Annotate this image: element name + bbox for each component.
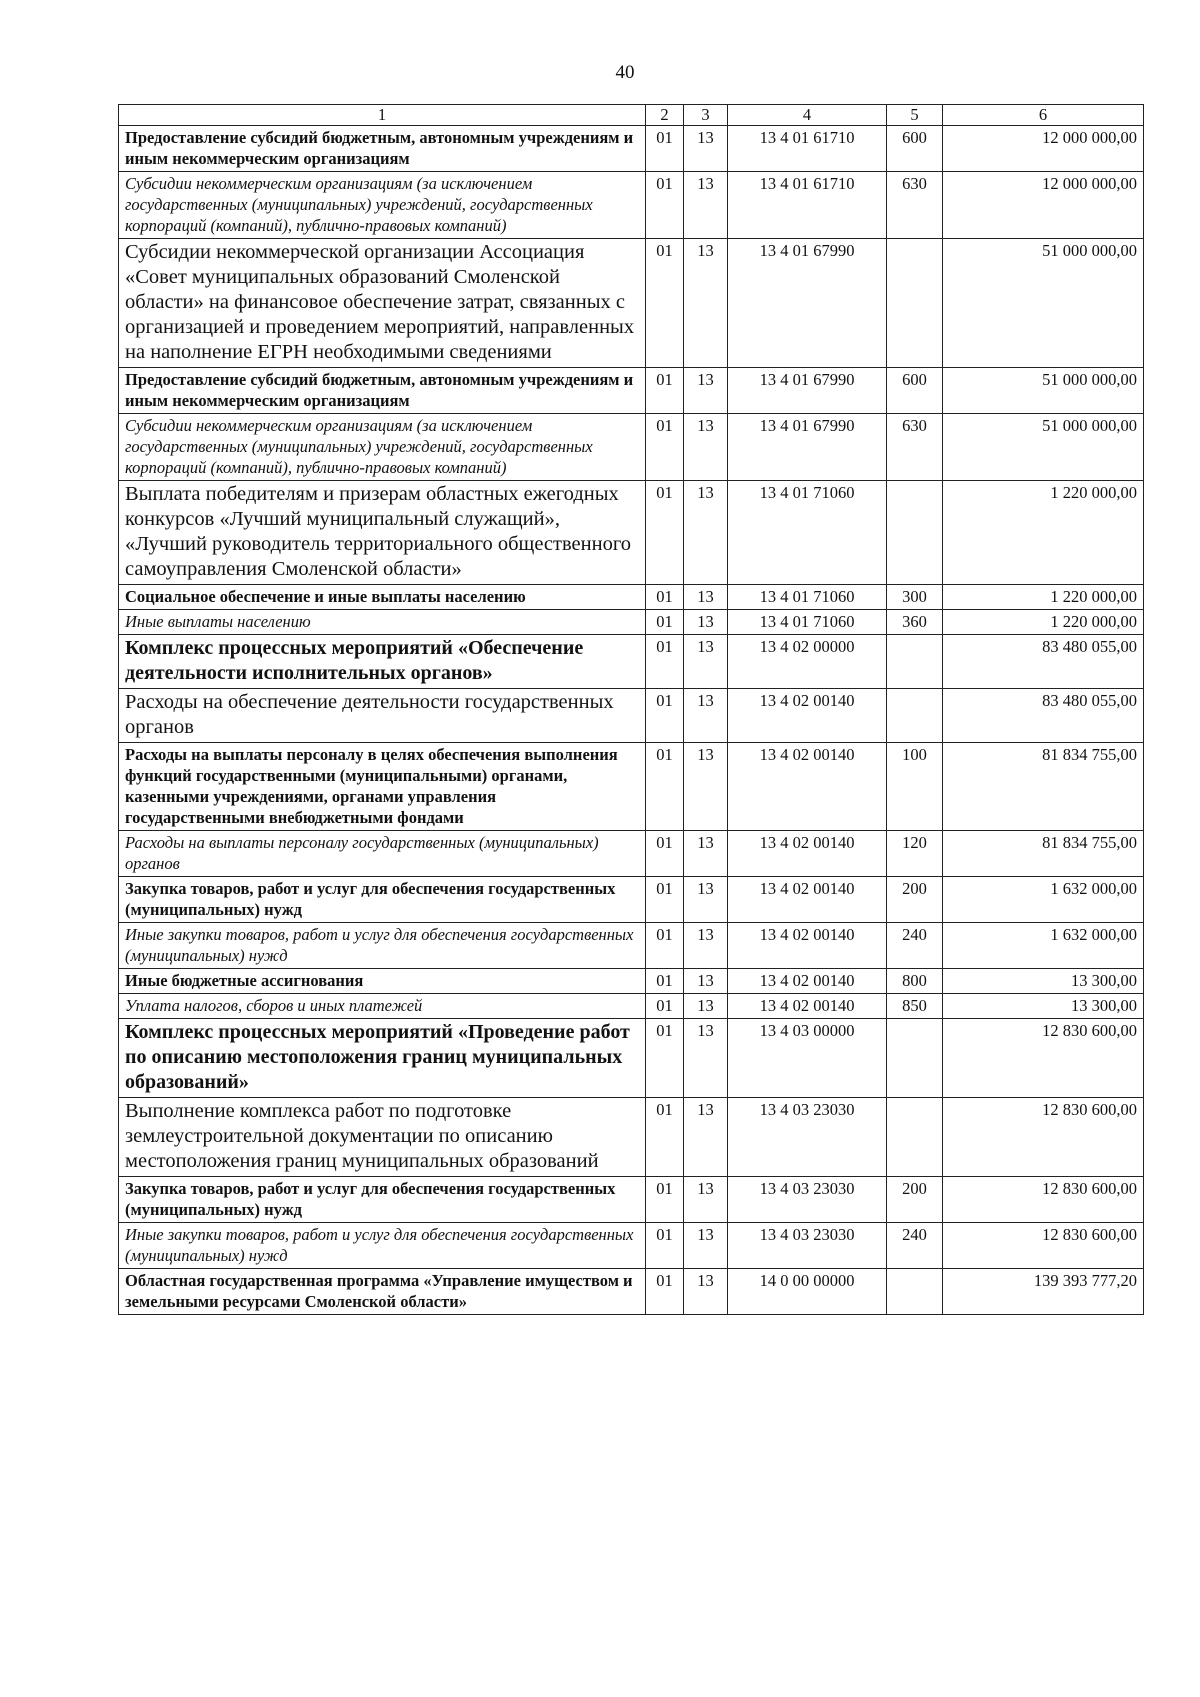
header-cell-4: 4 <box>728 105 887 126</box>
row-name-cell: Иные закупки товаров, работ и услуг для обеспечения государственных (муниципальных) нужд <box>119 1223 646 1269</box>
row-amount-cell: 51 000 000,00 <box>943 239 1144 368</box>
table-row <box>119 414 1144 481</box>
row-expense-type-cell: 120 <box>887 831 943 877</box>
row-expense-type-cell <box>887 1269 943 1315</box>
row-target-code-cell: 13 4 02 00140 <box>728 831 887 877</box>
row-expense-type-cell <box>887 1019 943 1098</box>
row-subsection-cell: 13 <box>684 172 728 239</box>
row-name-cell: Субсидии некоммерческим организациям (за исключением государственных (муниципальных) учреждений, государственных корпораций (компаний), публично-правовых компаний) <box>119 172 646 239</box>
row-name-cell: Комплекс процессных мероприятий «Обеспечение деятельности исполнительных органов» <box>119 635 646 689</box>
table-body <box>119 126 1144 1315</box>
row-name-cell: Комплекс процессных мероприятий «Проведение работ по описанию местоположения границ муниципальных образований» <box>119 1019 646 1098</box>
table-row <box>119 1098 1144 1177</box>
row-target-code-cell: 13 4 02 00140 <box>728 969 887 994</box>
row-expense-type-cell: 800 <box>887 969 943 994</box>
row-amount-cell: 83 480 055,00 <box>943 635 1144 689</box>
table-row <box>119 635 1144 689</box>
table-row <box>119 610 1144 635</box>
row-subsection-cell: 13 <box>684 1098 728 1177</box>
header-cell-5: 5 <box>887 105 943 126</box>
row-name-cell: Выплата победителям и призерам областных ежегодных конкурсов «Лучший муниципальный служащий», «Лучший руководитель территориального общественного самоуправления Смоленской области» <box>119 481 646 585</box>
row-expense-type-cell: 100 <box>887 743 943 831</box>
row-amount-cell: 83 480 055,00 <box>943 689 1144 743</box>
row-name-cell: Расходы на выплаты персоналу государственных (муниципальных) органов <box>119 831 646 877</box>
table-row <box>119 1223 1144 1269</box>
row-name-cell: Иные бюджетные ассигнования <box>119 969 646 994</box>
row-expense-type-cell: 360 <box>887 610 943 635</box>
budget-table <box>118 104 1144 1315</box>
row-target-code-cell: 13 4 01 67990 <box>728 368 887 414</box>
table-row <box>119 689 1144 743</box>
row-subsection-cell: 13 <box>684 1177 728 1223</box>
row-amount-cell: 1 632 000,00 <box>943 923 1144 969</box>
table-row <box>119 585 1144 610</box>
row-subsection-cell: 13 <box>684 1019 728 1098</box>
row-name-cell: Предоставление субсидий бюджетным, автономным учреждениям и иным некоммерческим организациям <box>119 126 646 172</box>
row-target-code-cell: 13 4 01 71060 <box>728 585 887 610</box>
row-subsection-cell: 13 <box>684 1223 728 1269</box>
row-target-code-cell: 13 4 02 00140 <box>728 689 887 743</box>
table-row <box>119 126 1144 172</box>
row-expense-type-cell: 300 <box>887 585 943 610</box>
row-amount-cell: 12 830 600,00 <box>943 1019 1144 1098</box>
row-name-cell: Субсидии некоммерческой организации Ассоциация «Совет муниципальных образований Смоленской области» на финансовое обеспечение затрат, связанных с организацией и проведением мероприятий, направленных на наполнение ЕГРН необходимыми сведениями <box>119 239 646 368</box>
row-name-cell: Уплата налогов, сборов и иных платежей <box>119 994 646 1019</box>
row-target-code-cell: 13 4 01 67990 <box>728 239 887 368</box>
row-subsection-cell: 13 <box>684 239 728 368</box>
row-section-cell: 01 <box>646 877 684 923</box>
row-expense-type-cell: 240 <box>887 1223 943 1269</box>
row-expense-type-cell: 600 <box>887 368 943 414</box>
row-subsection-cell: 13 <box>684 831 728 877</box>
row-subsection-cell: 13 <box>684 368 728 414</box>
row-subsection-cell: 13 <box>684 481 728 585</box>
row-section-cell: 01 <box>646 585 684 610</box>
row-subsection-cell: 13 <box>684 126 728 172</box>
table-row <box>119 172 1144 239</box>
row-section-cell: 01 <box>646 126 684 172</box>
row-expense-type-cell <box>887 635 943 689</box>
table-row <box>119 743 1144 831</box>
row-target-code-cell: 13 4 01 61710 <box>728 172 887 239</box>
row-name-cell: Закупка товаров, работ и услуг для обеспечения государственных (муниципальных) нужд <box>119 1177 646 1223</box>
row-expense-type-cell: 630 <box>887 172 943 239</box>
row-section-cell: 01 <box>646 239 684 368</box>
row-target-code-cell: 13 4 01 67990 <box>728 414 887 481</box>
row-amount-cell: 12 830 600,00 <box>943 1177 1144 1223</box>
row-name-cell: Социальное обеспечение и иные выплаты населению <box>119 585 646 610</box>
table-row <box>119 368 1144 414</box>
row-expense-type-cell <box>887 239 943 368</box>
row-subsection-cell: 13 <box>684 969 728 994</box>
row-name-cell: Субсидии некоммерческим организациям (за исключением государственных (муниципальных) учреждений, государственных корпораций (компаний), публично-правовых компаний) <box>119 414 646 481</box>
row-subsection-cell: 13 <box>684 585 728 610</box>
row-section-cell: 01 <box>646 743 684 831</box>
table-row <box>119 239 1144 368</box>
row-section-cell: 01 <box>646 689 684 743</box>
row-section-cell: 01 <box>646 923 684 969</box>
row-name-cell: Иные закупки товаров, работ и услуг для обеспечения государственных (муниципальных) нужд <box>119 923 646 969</box>
header-cell-2: 2 <box>646 105 684 126</box>
row-section-cell: 01 <box>646 481 684 585</box>
row-name-cell: Выполнение комплекса работ по подготовке землеустроительной документации по описанию местоположения границ муниципальных образований <box>119 1098 646 1177</box>
row-section-cell: 01 <box>646 1269 684 1315</box>
row-subsection-cell: 13 <box>684 877 728 923</box>
row-subsection-cell: 13 <box>684 923 728 969</box>
table-row <box>119 831 1144 877</box>
row-section-cell: 01 <box>646 1098 684 1177</box>
row-subsection-cell: 13 <box>684 743 728 831</box>
row-expense-type-cell: 600 <box>887 126 943 172</box>
row-name-cell: Расходы на выплаты персоналу в целях обеспечения выполнения функций государственными (муниципальными) органами, казенными учреждениями, органами управления государственными внебюджетными фондами <box>119 743 646 831</box>
header-cell-3: 3 <box>684 105 728 126</box>
row-target-code-cell: 13 4 03 23030 <box>728 1177 887 1223</box>
row-section-cell: 01 <box>646 994 684 1019</box>
row-target-code-cell: 13 4 03 23030 <box>728 1223 887 1269</box>
row-amount-cell: 1 632 000,00 <box>943 877 1144 923</box>
row-section-cell: 01 <box>646 172 684 239</box>
row-name-cell: Областная государственная программа «Управление имуществом и земельными ресурсами Смоленской области» <box>119 1269 646 1315</box>
row-name-cell: Предоставление субсидий бюджетным, автономным учреждениям и иным некоммерческим организациям <box>119 368 646 414</box>
row-amount-cell: 1 220 000,00 <box>943 585 1144 610</box>
table-row <box>119 923 1144 969</box>
row-section-cell: 01 <box>646 1019 684 1098</box>
row-amount-cell: 12 000 000,00 <box>943 126 1144 172</box>
row-subsection-cell: 13 <box>684 689 728 743</box>
row-section-cell: 01 <box>646 1223 684 1269</box>
row-subsection-cell: 13 <box>684 414 728 481</box>
row-amount-cell: 12 830 600,00 <box>943 1223 1144 1269</box>
row-target-code-cell: 13 4 01 71060 <box>728 610 887 635</box>
row-target-code-cell: 13 4 02 00140 <box>728 994 887 1019</box>
row-section-cell: 01 <box>646 969 684 994</box>
row-target-code-cell: 13 4 02 00000 <box>728 635 887 689</box>
row-subsection-cell: 13 <box>684 635 728 689</box>
table-row <box>119 1177 1144 1223</box>
row-amount-cell: 51 000 000,00 <box>943 368 1144 414</box>
row-target-code-cell: 13 4 03 00000 <box>728 1019 887 1098</box>
row-name-cell: Закупка товаров, работ и услуг для обеспечения государственных (муниципальных) нужд <box>119 877 646 923</box>
header-cell-1: 1 <box>119 105 646 126</box>
row-amount-cell: 139 393 777,20 <box>943 1269 1144 1315</box>
row-expense-type-cell <box>887 1098 943 1177</box>
table-row <box>119 877 1144 923</box>
row-amount-cell: 51 000 000,00 <box>943 414 1144 481</box>
row-section-cell: 01 <box>646 610 684 635</box>
row-expense-type-cell <box>887 689 943 743</box>
row-target-code-cell: 13 4 02 00140 <box>728 877 887 923</box>
row-target-code-cell: 13 4 01 61710 <box>728 126 887 172</box>
header-row <box>119 105 1144 126</box>
row-amount-cell: 81 834 755,00 <box>943 831 1144 877</box>
row-subsection-cell: 13 <box>684 1269 728 1315</box>
row-amount-cell: 13 300,00 <box>943 969 1144 994</box>
row-target-code-cell: 13 4 02 00140 <box>728 923 887 969</box>
row-target-code-cell: 13 4 02 00140 <box>728 743 887 831</box>
row-section-cell: 01 <box>646 1177 684 1223</box>
table-row <box>119 1019 1144 1098</box>
row-section-cell: 01 <box>646 414 684 481</box>
header-cell-6: 6 <box>943 105 1144 126</box>
row-expense-type-cell: 630 <box>887 414 943 481</box>
row-target-code-cell: 13 4 01 71060 <box>728 481 887 585</box>
row-expense-type-cell: 240 <box>887 923 943 969</box>
row-expense-type-cell: 850 <box>887 994 943 1019</box>
row-amount-cell: 1 220 000,00 <box>943 610 1144 635</box>
row-subsection-cell: 13 <box>684 610 728 635</box>
row-amount-cell: 12 000 000,00 <box>943 172 1144 239</box>
row-expense-type-cell <box>887 481 943 585</box>
row-expense-type-cell: 200 <box>887 877 943 923</box>
row-section-cell: 01 <box>646 831 684 877</box>
row-expense-type-cell: 200 <box>887 1177 943 1223</box>
row-amount-cell: 81 834 755,00 <box>943 743 1144 831</box>
row-amount-cell: 1 220 000,00 <box>943 481 1144 585</box>
page-number: 40 <box>615 62 635 83</box>
row-target-code-cell: 13 4 03 23030 <box>728 1098 887 1177</box>
table-row <box>119 969 1144 994</box>
row-section-cell: 01 <box>646 368 684 414</box>
table-row <box>119 481 1144 585</box>
row-name-cell: Иные выплаты населению <box>119 610 646 635</box>
row-target-code-cell: 14 0 00 00000 <box>728 1269 887 1315</box>
table-row <box>119 994 1144 1019</box>
row-section-cell: 01 <box>646 635 684 689</box>
row-subsection-cell: 13 <box>684 994 728 1019</box>
row-name-cell: Расходы на обеспечение деятельности государственных органов <box>119 689 646 743</box>
row-amount-cell: 12 830 600,00 <box>943 1098 1144 1177</box>
table-row <box>119 1269 1144 1315</box>
row-amount-cell: 13 300,00 <box>943 994 1144 1019</box>
